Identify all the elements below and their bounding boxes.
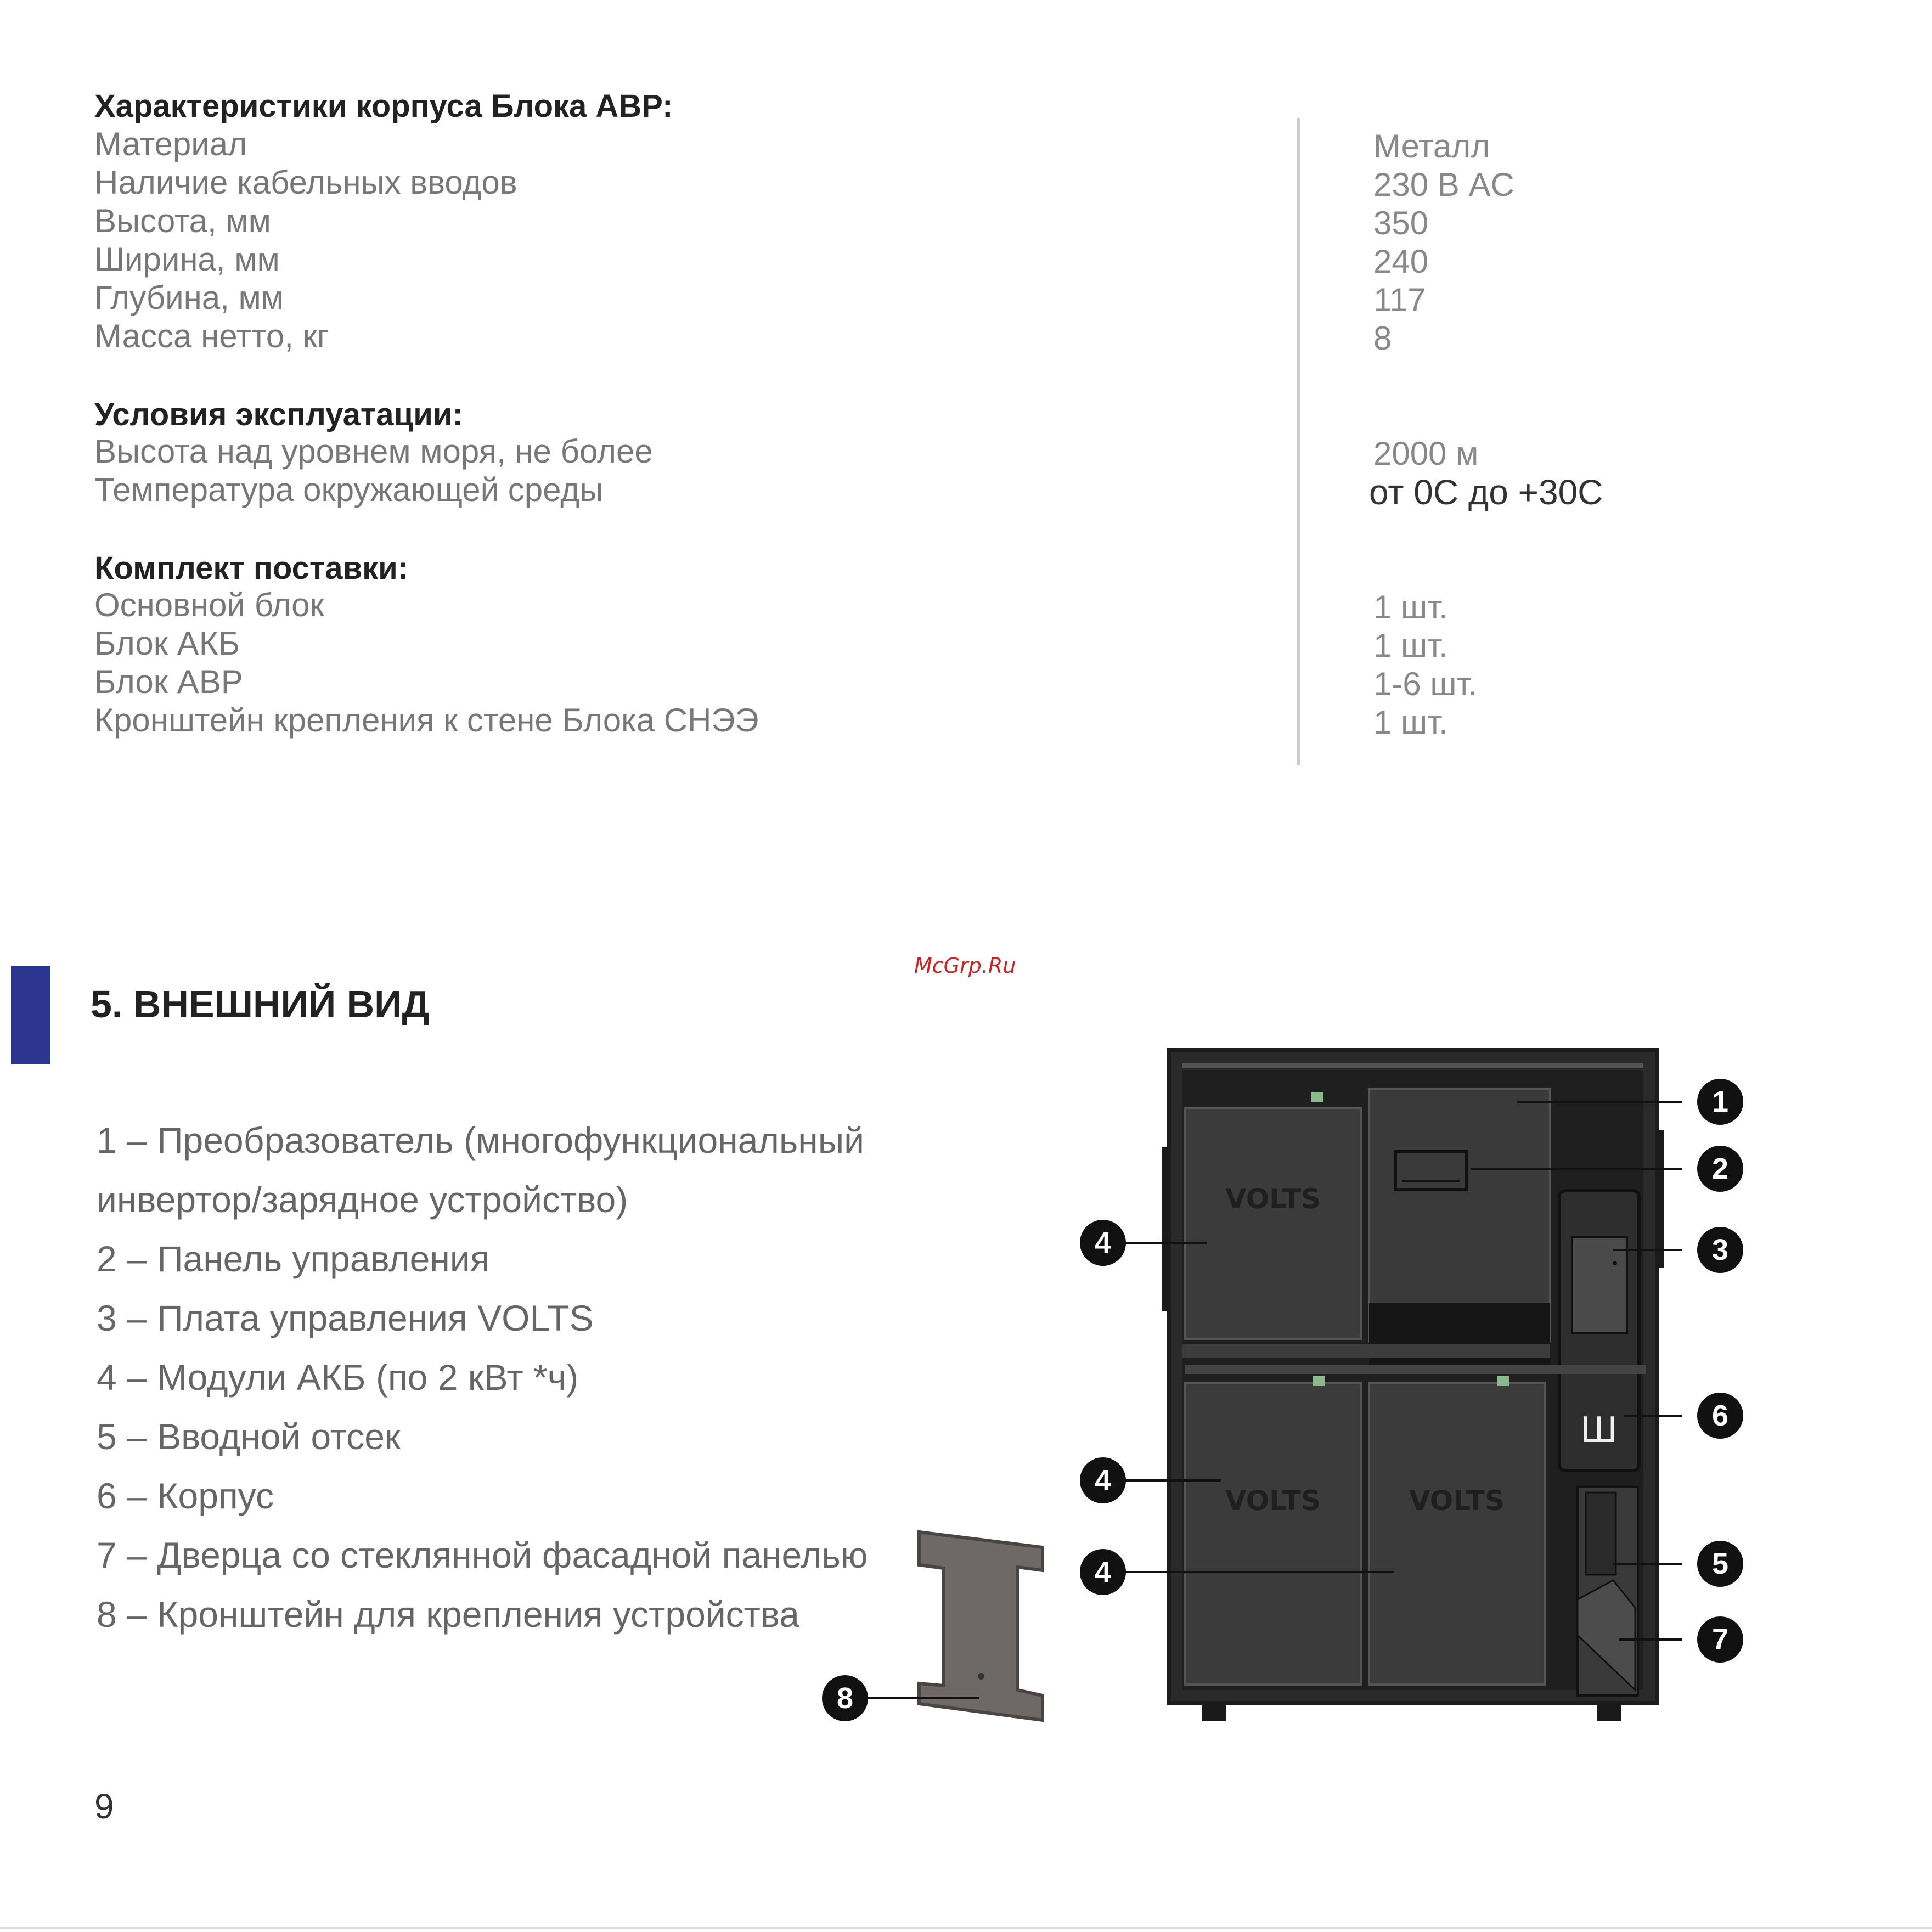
inverter-unit <box>1369 1089 1550 1369</box>
svg-text:3: 3 <box>1711 1233 1729 1266</box>
spec-value: 230 В AC <box>1373 166 1514 203</box>
callout-3 <box>1697 1227 1743 1273</box>
spec-value: от 0С до +30С <box>1369 472 1603 512</box>
callout-6 <box>1697 1393 1743 1439</box>
housing-labels <box>94 125 517 356</box>
spec-value: Металл <box>1373 128 1490 165</box>
svg-text:5: 5 <box>1711 1547 1729 1580</box>
spec-value: 1 шт. <box>1373 589 1448 626</box>
housing-title: Характеристики корпуса Блока АВР: <box>94 88 673 124</box>
spec-value: 2000 м <box>1373 435 1479 472</box>
battery-module-top <box>1185 1092 1361 1339</box>
compartment-glyph: Ш <box>1580 1410 1618 1451</box>
section-accent-bar <box>11 966 50 1064</box>
spec-label: Блок АВР <box>94 663 243 700</box>
battery-module-bottom-right <box>1369 1376 1545 1685</box>
spec-label: Материал <box>94 126 247 162</box>
callout-4-bottom <box>1080 1549 1126 1595</box>
legend-item: 3 – Плата управления VOLTS <box>97 1298 594 1338</box>
legend-item: инвертор/зарядное устройство) <box>97 1179 628 1220</box>
bottom-rule <box>0 1927 1932 1929</box>
kit-values <box>1373 588 1477 742</box>
svg-text:7: 7 <box>1711 1623 1729 1656</box>
spec-label: Температура окружающей среды <box>94 471 604 508</box>
svg-text:4: 4 <box>1094 1556 1112 1589</box>
legend-item: 8 – Кронштейн для крепления устройства <box>97 1594 799 1635</box>
legend-item: 5 – Вводной отсек <box>97 1416 401 1457</box>
spec-label: Ширина, мм <box>94 241 280 278</box>
operating-values <box>1369 435 1603 512</box>
svg-text:6: 6 <box>1711 1399 1729 1432</box>
svg-text:8: 8 <box>836 1682 854 1715</box>
operating-labels <box>94 432 653 509</box>
kit-title: Комплект поставки: <box>94 550 409 586</box>
legend-item: 4 – Модули АКБ (по 2 кВт *ч) <box>97 1357 579 1398</box>
spec-label: Масса нетто, кг <box>94 318 329 354</box>
kit-labels <box>94 586 759 740</box>
legend-item: 7 – Дверца со стеклянной фасадной панелью <box>97 1535 868 1575</box>
watermark: McGrp.Ru <box>914 954 1016 978</box>
svg-text:1: 1 <box>1711 1085 1729 1118</box>
spec-label: Основной блок <box>94 587 324 623</box>
spec-value: 117 <box>1373 281 1426 318</box>
device-diagram <box>812 1037 1800 1761</box>
spec-value: 1-6 шт. <box>1373 666 1478 702</box>
svg-text:4: 4 <box>1094 1464 1112 1497</box>
page-number: 9 <box>94 1787 114 1826</box>
column-divider <box>1297 118 1300 765</box>
legend-item: 2 – Панель управления <box>97 1238 490 1279</box>
callout-2 <box>1697 1146 1743 1192</box>
callout-1 <box>1697 1079 1743 1125</box>
spec-label: Блок АКБ <box>94 625 240 662</box>
spec-value: 8 <box>1373 320 1392 357</box>
spec-value: 1 шт. <box>1373 704 1448 741</box>
operating-title: Условия эксплуатации: <box>94 397 463 432</box>
svg-text:2: 2 <box>1711 1152 1729 1185</box>
spec-label: Высота над уровнем моря, не более <box>94 433 653 470</box>
brand-label: VOLTS <box>1225 1485 1321 1517</box>
input-compartment <box>1578 1487 1638 1696</box>
brand-label: VOLTS <box>1409 1485 1505 1517</box>
callout-8 <box>822 1675 868 1721</box>
svg-text:4: 4 <box>1094 1226 1112 1259</box>
wall-bracket <box>919 1532 1043 1720</box>
legend-item: 6 – Корпус <box>97 1475 274 1516</box>
spec-value: 1 шт. <box>1373 627 1448 664</box>
callout-5 <box>1697 1541 1743 1587</box>
callout-7 <box>1697 1616 1743 1663</box>
spec-value: 350 <box>1373 205 1429 241</box>
callout-4-top <box>1080 1220 1126 1266</box>
battery-module-bottom-left <box>1185 1376 1361 1685</box>
control-board-compartment <box>1559 1191 1639 1471</box>
spec-label: Кронштейн крепления к стене Блока СНЭЭ <box>94 702 759 739</box>
callout-4-middle <box>1080 1457 1126 1503</box>
housing-values <box>1373 127 1514 358</box>
spec-value: 240 <box>1373 243 1429 280</box>
spec-label: Наличие кабельных вводов <box>94 164 517 201</box>
brand-label: VOLTS <box>1225 1183 1321 1215</box>
legend-item: 1 – Преобразователь (многофункциональный <box>97 1120 865 1161</box>
spec-label: Высота, мм <box>94 202 271 239</box>
section-title: 5. ВНЕШНИЙ ВИД <box>91 983 430 1026</box>
spec-label: Глубина, мм <box>94 279 284 316</box>
